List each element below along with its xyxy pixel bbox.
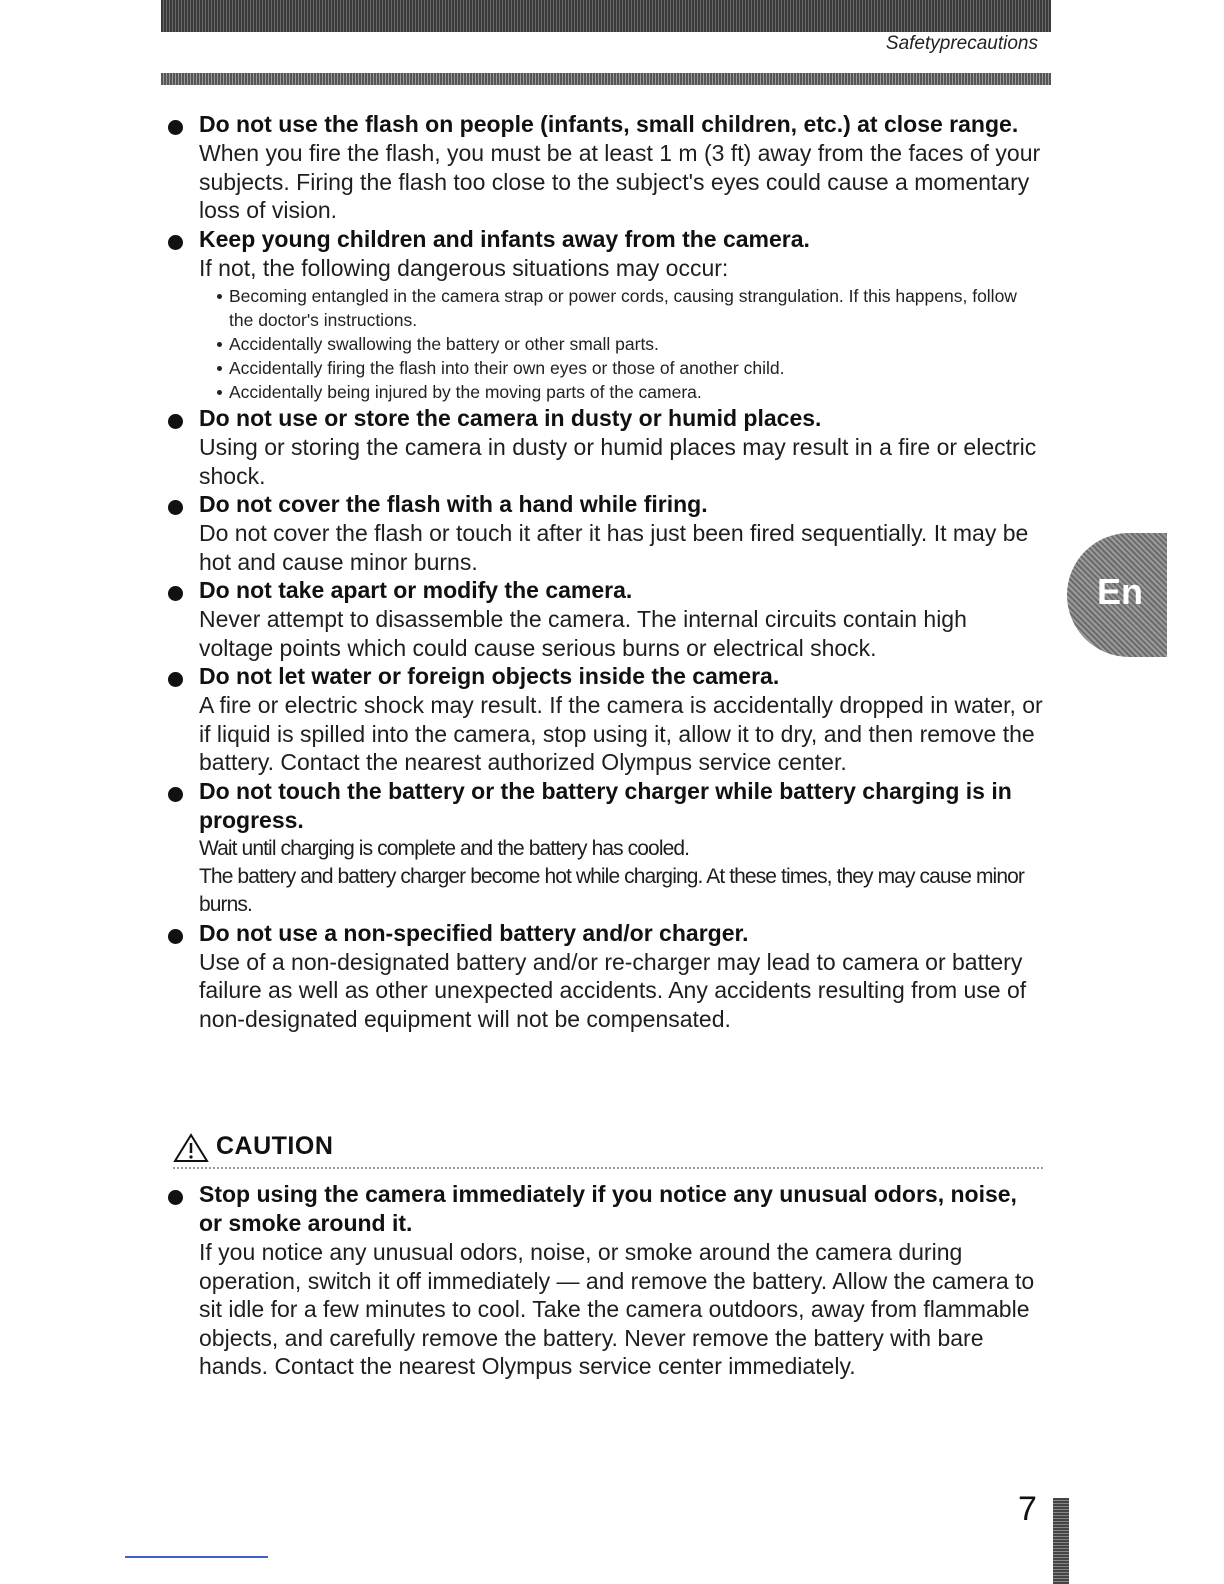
footer-line (125, 1556, 268, 1558)
bullet-icon (168, 586, 183, 601)
list-item (168, 110, 1043, 225)
item-heading: Do not use or store the camera in dusty or humid places. (199, 405, 822, 431)
bullet-icon (168, 672, 183, 687)
item-heading: Do not take apart or modify the camera. (199, 577, 633, 603)
sub-item: Becoming entangled in the camera strap or power cords, causing strangulation. If this happens, follow the doctor's instructions. (217, 284, 1043, 332)
item-body: A fire or electric shock may result. If the camera is accidentally dropped in water, or if liquid is spilled into the camera, stop using it, allow it to dry, and then remove the battery. Contact the nearest authorized Olympus service center. (199, 692, 1043, 775)
sub-item: Accidentally swallowing the battery or other small parts. (217, 332, 1043, 356)
item-body: If not, the following dangerous situations may occur: (199, 254, 729, 281)
item-body: Use of a non-designated battery and/or re-charger may lead to camera or battery failure as well as other unexpected accidents. Any accidents resulting from use of non-designated equipment will not be compensated. (199, 948, 1027, 1032)
bullet-icon (168, 787, 183, 802)
caution-title: CAUTION (216, 1132, 334, 1160)
header-rule (161, 73, 1051, 85)
item-heading: Do not cover the flash with a hand while firing. (199, 491, 708, 517)
list-item (168, 490, 1043, 576)
item-heading: Do not use the flash on people (infants, small children, etc.) at close range. (199, 111, 1019, 137)
sub-item: Accidentally being injured by the moving parts of the camera. (217, 380, 1043, 404)
bullet-icon (168, 500, 183, 515)
item-heading: Do not use a non-specified battery and/or charger. (199, 919, 749, 946)
item-heading: Do not touch the battery or the battery charger while battery charging is in progress. (199, 777, 1012, 833)
sub-item: Accidentally firing the flash into their own eyes or those of another child. (217, 356, 1043, 380)
page-number: 7 (1018, 1490, 1037, 1528)
bullet-icon (168, 235, 183, 250)
list-item (168, 404, 1043, 490)
warning-triangle-icon (173, 1133, 209, 1163)
header-bar (161, 0, 1051, 32)
list-item (168, 225, 1043, 405)
item-body: If you notice any unusual odors, noise, or smoke around the camera during operation, switch it off immediately — and remove the battery. Allow the camera to sit idle for a few minutes to cool. Take the camera outdoors, away from flammable objects, and carefully remove the battery. Never remove the battery with bare hands. Contact the nearest Olympus service center immediately. (199, 1239, 1035, 1379)
bullet-icon (168, 929, 183, 944)
item-body: Never attempt to disassemble the camera. The internal circuits contain high voltage points which could cause serious burns or electrical shock. (199, 606, 967, 661)
item-heading: Keep young children and infants away from the camera. (199, 225, 810, 252)
item-body: When you fire the flash, you must be at least 1 m (3 ft) away from the faces of your subjects. Firing the flash too close to the subject's eyes could cause a momentary loss of vision. (199, 140, 1041, 223)
list-item (168, 662, 1043, 777)
item-heading: Stop using the camera immediately if you notice any unusual odors, noise, or smoke around it. (199, 1181, 1017, 1236)
list-item (168, 1180, 1043, 1381)
caution-list (168, 1180, 1043, 1381)
item-body-line: Wait until charging is complete and the battery has cooled. (199, 836, 690, 860)
item-body-line: The battery and battery charger become hot while charging. At these times, they may cause minor burns. (199, 864, 1024, 916)
bullet-icon (168, 120, 183, 135)
item-heading: Do not let water or foreign objects inside the camera. (199, 663, 780, 689)
caution-header (173, 1131, 1043, 1169)
language-label: En (1097, 571, 1144, 612)
list-item (168, 576, 1043, 662)
bullet-icon (168, 414, 183, 429)
section-title: Safetyprecautions (885, 33, 1038, 54)
list-item (168, 777, 1043, 919)
corner-mark (1053, 1498, 1069, 1584)
warning-list (168, 110, 1043, 1033)
sub-list (217, 284, 1043, 404)
language-tab (1067, 533, 1167, 657)
bullet-icon (168, 1190, 183, 1205)
list-item (168, 919, 1043, 1034)
item-body: Do not cover the flash or touch it after it has just been fired sequentially. It may be hot and cause minor burns. (199, 520, 1029, 575)
item-body: Using or storing the camera in dusty or humid places may result in a fire or electric shock. (199, 434, 1037, 489)
